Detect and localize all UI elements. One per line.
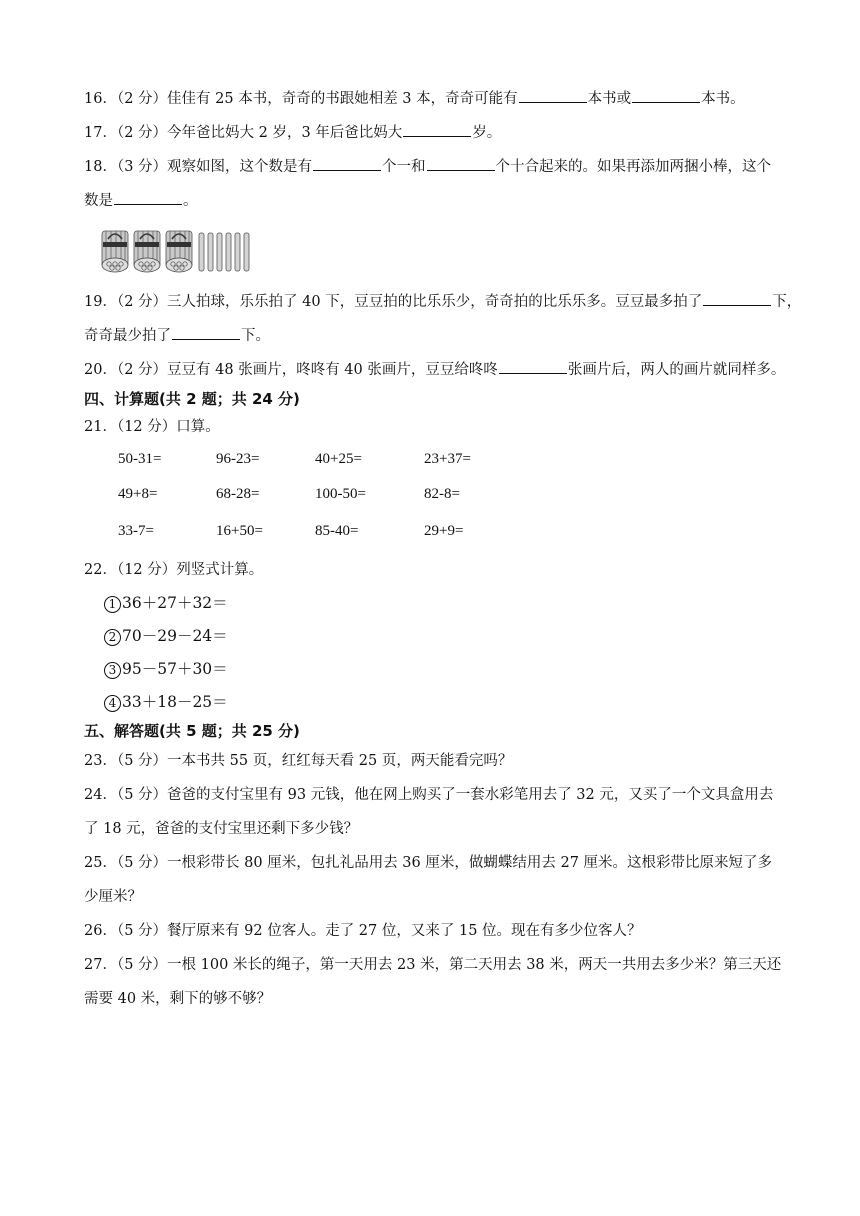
q19-text: 奇奇最少拍了 — [84, 328, 171, 344]
answer-blank[interactable] — [114, 203, 182, 205]
answer-blank[interactable] — [427, 169, 495, 171]
question-23: 23．（5 分）一本书共 55 页，红红每天看 25 页，两天能看完吗？ — [84, 753, 513, 769]
item-number-circle: 3 — [104, 662, 121, 679]
answer-blank[interactable] — [499, 372, 567, 374]
mental-math-item: 49+8= — [118, 486, 158, 502]
mental-math-item: 50-31= — [118, 451, 162, 467]
q27-text: 27．（5 分）一根 100 米长的绳子，第一天用去 23 米，第二天用去 38 米，两天一共用去多少米？第三天还 — [84, 957, 782, 973]
q19-text: 下。 — [241, 328, 270, 344]
q18-text: 个一和 — [382, 159, 426, 175]
mental-math-item: 29+9= — [424, 523, 464, 539]
mental-math-item: 16+50= — [216, 523, 263, 539]
vertical-calc-expression: 33＋18－25＝ — [122, 693, 228, 711]
mental-math-item: 82-8= — [424, 486, 460, 502]
single-sticks — [199, 233, 249, 271]
vertical-calc-item — [104, 658, 228, 680]
mental-math-item: 68-28= — [216, 486, 260, 502]
question-27 — [84, 948, 814, 1016]
q25-text: 25．（5 分）一根彩带长 80 厘米，包扎礼品用去 36 厘米，做蝴蝶结用去 27 厘米。这根彩带比原来短了多 — [84, 855, 773, 871]
answer-blank[interactable] — [172, 338, 240, 340]
vertical-calc-expression: 36＋27＋32＝ — [122, 594, 228, 612]
q24-text: 了 18 元，爸爸的支付宝里还剩下多少钱？ — [84, 821, 359, 837]
q18-text: 个十合起来的。如果再添加两捆小棒，这个 — [495, 159, 772, 175]
q16-text: 本书或 — [587, 91, 632, 107]
answer-blank[interactable] — [519, 101, 587, 103]
stick-bundle — [102, 231, 128, 272]
mental-math-item: 85-40= — [315, 523, 359, 539]
q18-text: 数是 — [84, 193, 113, 209]
q16-text: 16．（2 分）佳佳有 25 本书，奇奇的书跟她相差 3 本，奇奇可能有 — [84, 91, 518, 107]
q19-text: 19．（2 分）三人拍球，乐乐拍了 40 下，豆豆拍的比乐乐少，奇奇拍的比乐乐多。豆豆最多拍了 — [84, 294, 703, 310]
question-19 — [84, 285, 814, 353]
question-26: 26．（5 分）餐厅原来有 92 位客人。走了 27 位，又来了 15 位。现在有多少位客人？ — [84, 923, 642, 939]
question-18 — [84, 150, 814, 218]
answer-blank[interactable] — [313, 169, 381, 171]
answer-blank[interactable] — [632, 101, 700, 103]
question-16 — [84, 82, 814, 116]
q20-text: 张画片后，两人的画片就同样多。 — [567, 362, 786, 378]
item-number-circle: 1 — [104, 596, 121, 613]
section-heading-4: 四、计算题(共 2 题；共 24 分) — [84, 390, 300, 408]
answer-blank[interactable] — [403, 135, 471, 137]
stick-bundle — [166, 231, 192, 272]
mental-math-item: 40+25= — [315, 451, 362, 467]
question-20 — [84, 353, 814, 387]
question-22-title: 22．（12 分）列竖式计算。 — [84, 562, 264, 578]
q17-text: 17．（2 分）今年爸比妈大 2 岁，3 年后爸比妈大 — [84, 125, 403, 141]
stick-bundles-figure — [100, 223, 262, 275]
mental-math-item: 100-50= — [315, 486, 366, 502]
q27-text: 需要 40 米，剩下的够不够？ — [84, 991, 272, 1007]
q18-text: 。 — [183, 193, 198, 209]
item-number-circle: 2 — [104, 629, 121, 646]
stick-bundle — [134, 231, 160, 272]
vertical-calc-expression: 95－57＋30＝ — [122, 660, 228, 678]
vertical-calc-expression: 70－29－24＝ — [122, 627, 228, 645]
answer-blank[interactable] — [703, 304, 771, 306]
item-number-circle: 4 — [104, 695, 121, 712]
question-25 — [84, 846, 814, 914]
q18-text: 18．（3 分）观察如图，这个数是有 — [84, 159, 313, 175]
mental-math-item: 33-7= — [118, 523, 154, 539]
q16-text: 本书。 — [701, 91, 745, 107]
q20-text: 20．（2 分）豆豆有 48 张画片，咚咚有 40 张画片，豆豆给咚咚 — [84, 362, 498, 378]
q19-text: 下， — [772, 294, 802, 310]
q17-text: 岁。 — [472, 125, 502, 141]
vertical-calc-item — [104, 691, 228, 713]
question-17 — [84, 116, 814, 150]
question-21-title: 21．（12 分）口算。 — [84, 419, 220, 435]
vertical-calc-item — [104, 625, 228, 647]
q25-text: 少厘米？ — [84, 889, 142, 905]
section-heading-5: 五、解答题(共 5 题；共 25 分) — [84, 722, 300, 740]
mental-math-item: 23+37= — [424, 451, 471, 467]
q24-text: 24．（5 分）爸爸的支付宝里有 93 元钱，他在网上购买了一套水彩笔用去了 32 元，又买了一个文具盒用去 — [84, 787, 774, 803]
mental-math-item: 96-23= — [216, 451, 260, 467]
question-24 — [84, 778, 814, 846]
vertical-calc-item — [104, 592, 228, 614]
